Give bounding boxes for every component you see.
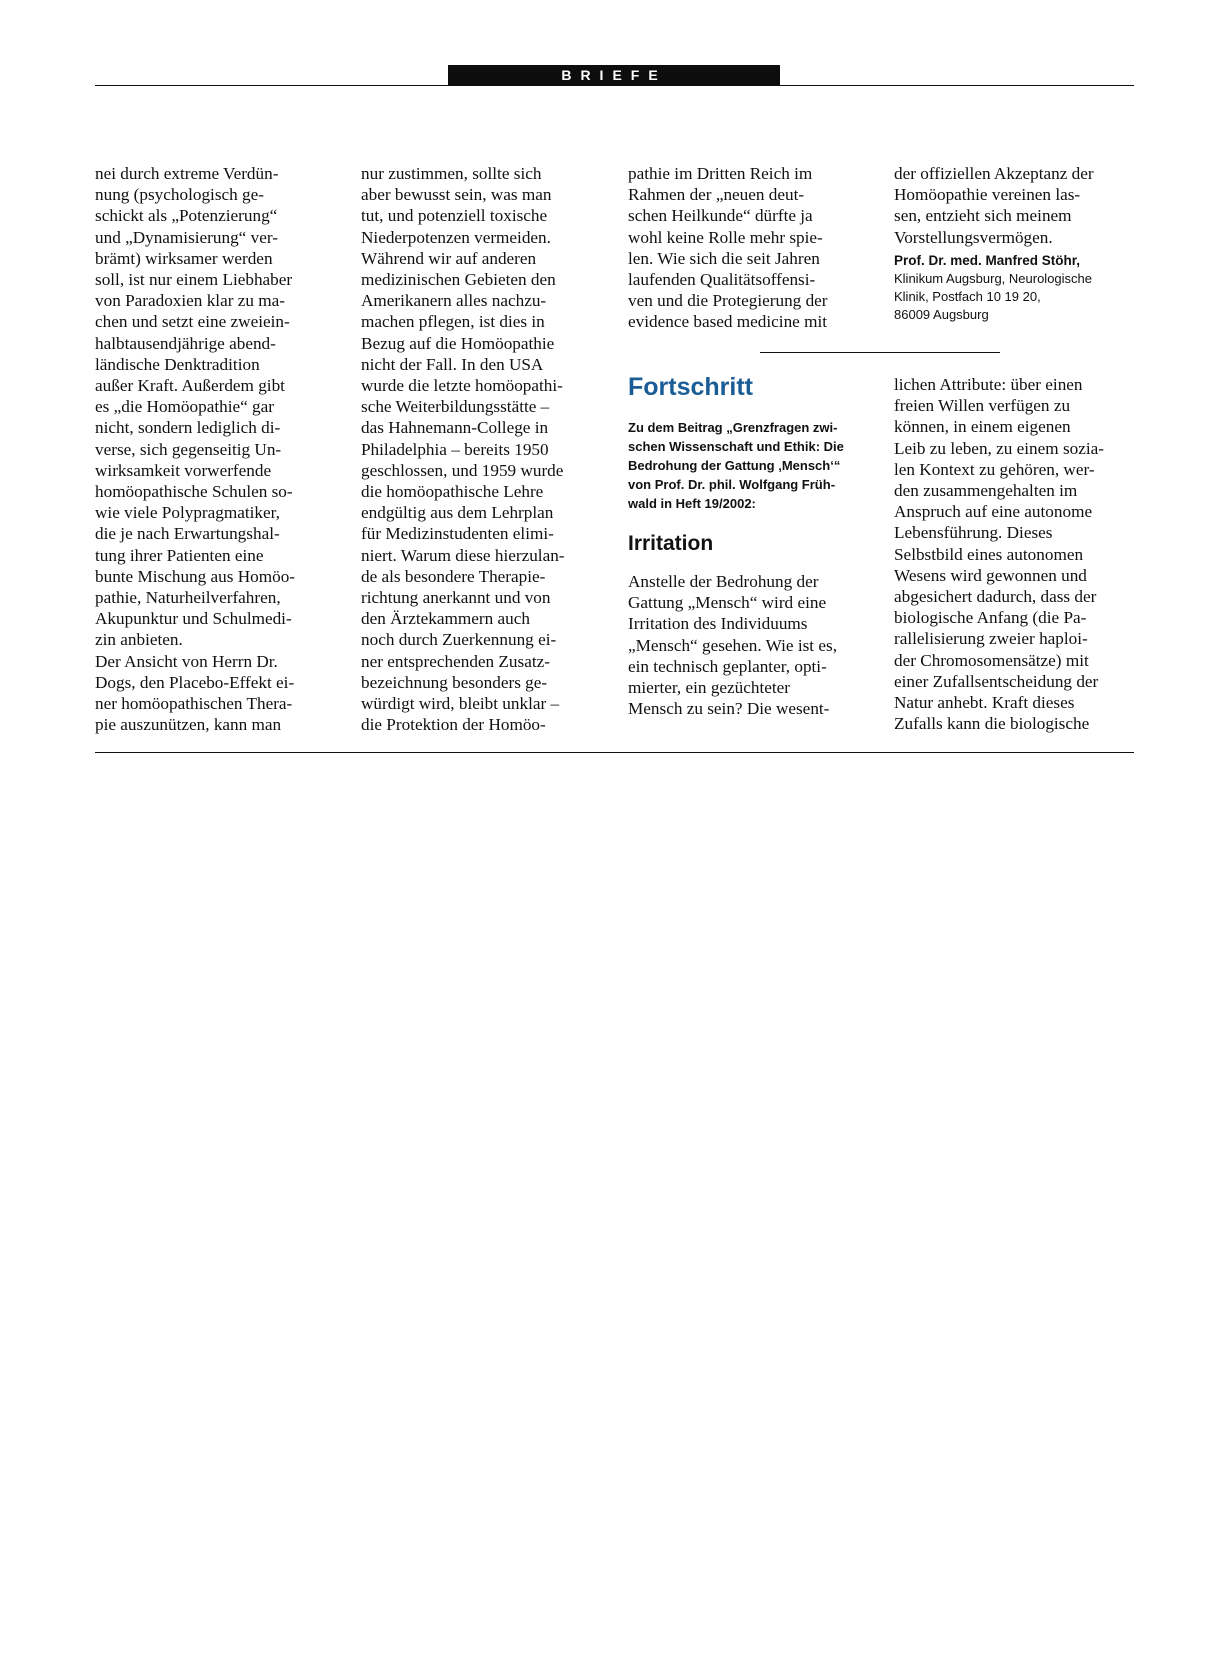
text-line: Vorstellungsvermögen. (894, 227, 1053, 247)
signature-address-line: Klinik, Postfach 10 19 20, (894, 288, 1041, 304)
text-line: der offiziellen Akzeptanz der (894, 164, 1094, 183)
column-1 (95, 163, 335, 735)
text-line: Selbstbild eines autonomen (894, 544, 1084, 564)
signature-address (894, 270, 1134, 324)
column-4-letter-end (894, 163, 1134, 324)
text-line: homöopathische Schulen so- (95, 482, 293, 502)
text-line: Bezug auf die Homöopathie (361, 333, 555, 353)
text-line: biologische Anfang (die Pa- (894, 608, 1087, 628)
text-line: Natur anhebt. Kraft dieses (894, 693, 1075, 713)
text-line: Zufalls kann die biologische (894, 714, 1090, 734)
text-line: wohl keine Rolle mehr spie- (628, 227, 823, 247)
text-line: es „die Homöopathie“ gar (95, 397, 274, 417)
text-line: die je nach Erwartungshal- (95, 524, 280, 544)
text-line: evidence based medicine mit (628, 312, 828, 332)
text-line: freien Willen verfügen zu (894, 396, 1071, 416)
text-line: nei durch extreme Verdün- (95, 164, 279, 183)
text-line: bezeichnung besonders ge- (361, 672, 548, 692)
text-line: machen pflegen, ist dies in (361, 312, 545, 332)
text-line: den Ärztekammern auch (361, 609, 530, 629)
section-title-fortschritt: Fortschritt (628, 373, 753, 401)
text-line: Lebensführung. Dieses (894, 523, 1053, 543)
text-line: rallelisierung zweier haploi- (894, 629, 1088, 649)
text-line: pathie im Dritten Reich im (628, 164, 813, 183)
text-line: Rahmen der „neuen deut- (628, 185, 805, 205)
text-line: chen und setzt eine zweiein- (95, 312, 290, 332)
text-line: noch durch Zuerkennung ei- (361, 630, 557, 650)
signature-name: Prof. Dr. med. Manfred Stöhr, (894, 252, 1081, 268)
text-line: Niederpotenzen vermeiden. (361, 227, 551, 247)
text-line: abgesichert dadurch, dass der (894, 587, 1097, 607)
text-line: Anstelle der Bedrohung der (628, 572, 819, 591)
text-line: schickt als „Potenzierung“ (95, 206, 278, 226)
text-line: aber bewusst sein, was man (361, 185, 552, 205)
text-line: von Paradoxien klar zu ma- (95, 291, 285, 311)
text-line: nicht der Fall. In den USA (361, 354, 544, 374)
bottom-rule (95, 752, 1134, 753)
text-line: wald in Heft 19/2002: (628, 496, 756, 511)
text-line: pathie, Naturheilverfahren, (95, 588, 281, 608)
text-line: Philadelphia – bereits 1950 (361, 439, 549, 459)
text-line: endgültig aus dem Lehrplan (361, 503, 554, 523)
text-line: schen Wissenschaft und Ethik: Die (628, 439, 844, 454)
text-line: richtung anerkannt und von (361, 588, 551, 608)
text-line: Leib zu leben, zu einem sozia- (894, 438, 1104, 458)
text-line: tut, und potenziell toxische (361, 206, 548, 226)
text-line: Wesens wird gewonnen und (894, 565, 1087, 585)
text-line: Homöopathie vereinen las- (894, 185, 1081, 205)
text-line: ländische Denktradition (95, 354, 260, 374)
letter-title-irritation: Irritation (628, 532, 714, 555)
text-line: Mensch zu sein? Die wesent- (628, 699, 830, 719)
text-line: nur zustimmen, sollte sich (361, 164, 542, 183)
text-line: Bedrohung der Gattung ‚Mensch‘“ (628, 458, 841, 473)
column-2 (361, 163, 601, 735)
text-line: geschlossen, und 1959 wurde (361, 460, 564, 480)
text-line: niert. Warum diese hierzulan- (361, 545, 565, 565)
text-line: medizinischen Gebieten den (361, 270, 556, 290)
article-reference-intro (628, 418, 873, 513)
text-line: laufenden Qualitätsoffensi- (628, 270, 816, 290)
text-line: Irritation des Individuums (628, 614, 808, 634)
text-line: außer Kraft. Außerdem gibt (95, 376, 285, 396)
text-line: die Protektion der Homöo- (361, 715, 546, 735)
text-line: bunte Mischung aus Homöo- (95, 566, 296, 586)
section-header-briefe: BRIEFE (448, 65, 780, 86)
text-line: halbtausendjährige abend- (95, 333, 276, 353)
text-line: nung (psychologisch ge- (95, 185, 264, 205)
text-line: können, in einem eigenen (894, 417, 1071, 437)
text-line: und „Dynamisierung“ ver- (95, 227, 278, 247)
text-line: brämt) wirksamer werden (95, 248, 273, 268)
text-line: von Prof. Dr. phil. Wolfgang Früh- (628, 477, 836, 492)
text-line: den zusammengehalten im (894, 481, 1078, 501)
text-line: ven und die Protegierung der (628, 291, 828, 311)
text-line: wurde die letzte homöopathi- (361, 376, 563, 396)
text-line: „Mensch“ gesehen. Wie ist es, (628, 635, 837, 655)
letter-body-column-3 (628, 571, 873, 719)
text-line: lichen Attribute: über einen (894, 375, 1083, 394)
text-line: wie viele Polypragmatiker, (95, 503, 280, 523)
text-line: nicht, sondern lediglich di- (95, 418, 281, 438)
text-line: sen, entzieht sich meinem (894, 206, 1072, 226)
text-line: pie auszunützen, kann man (95, 715, 282, 735)
text-line: zin anbieten. (95, 630, 183, 650)
letter-body-column-4 (894, 374, 1139, 734)
text-line: ner homöopathischen Thera- (95, 694, 293, 714)
text-line: der Chromosomensätze) mit (894, 650, 1089, 670)
text-line: würdigt wird, bleibt unklar – (361, 694, 560, 714)
text-line: len Kontext zu gehören, wer- (894, 459, 1095, 479)
column-3-letter-end (628, 163, 868, 333)
letter-separator-rule (760, 352, 1000, 353)
text-line: len. Wie sich die seit Jahren (628, 248, 820, 268)
text-line: Akupunktur und Schulmedi- (95, 609, 292, 629)
text-line: ein technisch geplanter, opti- (628, 656, 827, 676)
text-line: verse, sich gegenseitig Un- (95, 439, 282, 459)
fortschritt-section (628, 372, 873, 719)
text-line: die homöopathische Lehre (361, 482, 544, 502)
text-line: einer Zufallsentscheidung der (894, 671, 1099, 691)
text-line: für Medizinstudenten elimi- (361, 524, 554, 544)
signature-address-line: 86009 Augsburg (894, 306, 989, 322)
text-line: Während wir auf anderen (361, 248, 537, 268)
text-line: das Hahnemann-College in (361, 418, 549, 438)
text-line: mierter, ein gezüchteter (628, 678, 791, 698)
text-line: Amerikanern alles nachzu- (361, 291, 547, 311)
text-line: sche Weiterbildungsstätte – (361, 397, 550, 417)
text-line: Dogs, den Placebo-Effekt ei- (95, 672, 295, 692)
text-line: ner entsprechenden Zusatz- (361, 651, 550, 671)
signature-address-line: Klinikum Augsburg, Neurologische (894, 270, 1092, 286)
text-line: wirksamkeit vorwerfende (95, 460, 272, 480)
text-line: schen Heilkunde“ dürfte ja (628, 206, 813, 226)
text-line: soll, ist nur einem Liebhaber (95, 270, 293, 290)
text-line: de als besondere Therapie- (361, 566, 546, 586)
text-line: Gattung „Mensch“ wird eine (628, 593, 827, 613)
column-4-text (894, 163, 1134, 248)
text-line: Zu dem Beitrag „Grenzfragen zwi- (628, 420, 838, 435)
text-line: Der Ansicht von Herrn Dr. (95, 651, 278, 671)
text-line: Anspruch auf eine autonome (894, 502, 1093, 522)
text-line: tung ihrer Patienten eine (95, 545, 264, 565)
